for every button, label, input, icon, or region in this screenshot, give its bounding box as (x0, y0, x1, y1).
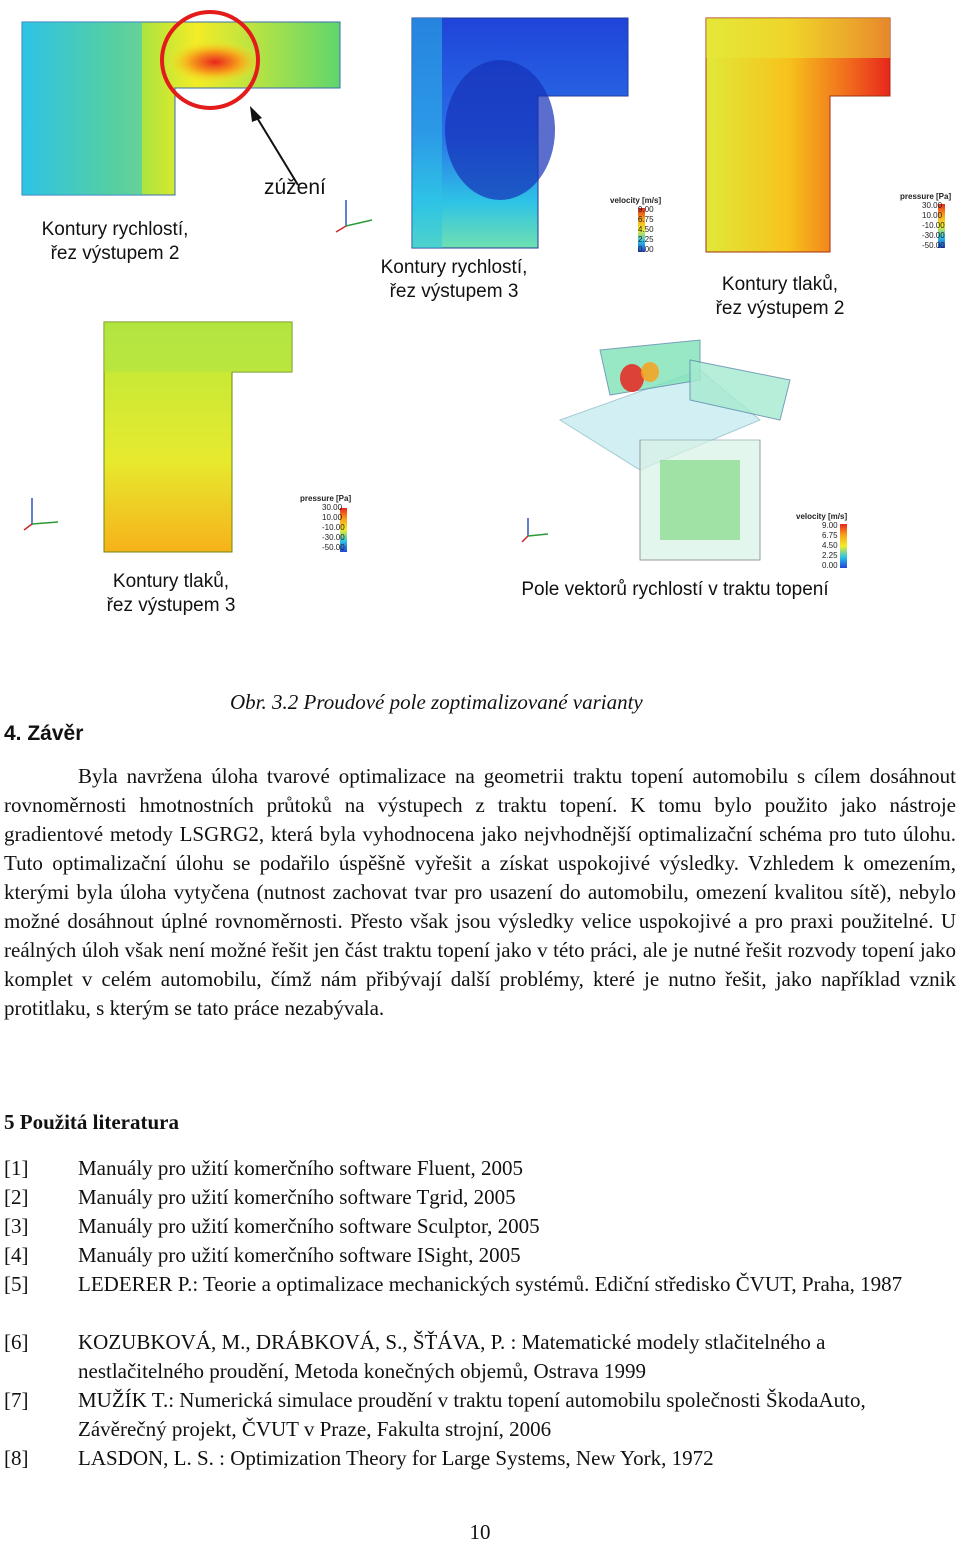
reference-text: Manuály pro užití komerčního software ISight, 2005 (78, 1243, 521, 1267)
reference-text: KOZUBKOVÁ, M., DRÁBKOVÁ, S., ŠŤÁVA, P. : Matematické modely stlačitelného a nestlačitelného proudění, Metoda konečných objemů, Ostrava 1999 (78, 1330, 826, 1383)
legend-value: 10.00 (922, 211, 943, 220)
reference-item (4, 1154, 956, 1183)
arrow-line (256, 116, 298, 185)
caption-line: řez výstupem 2 (50, 243, 180, 264)
legend-value: 0.00 (822, 561, 838, 570)
reference-number: [7] (4, 1388, 29, 1412)
caption-line: řez výstupem 2 (715, 298, 845, 319)
reference-text: Manuály pro užití komerčního software Fluent, 2005 (78, 1156, 523, 1180)
legend-value: 6.75 (638, 215, 654, 224)
reference-number: [4] (4, 1243, 29, 1267)
reference-number: [8] (4, 1446, 29, 1470)
reference-item (4, 1241, 956, 1270)
reference-text: LASDON, L. S. : Optimization Theory for Large Systems, New York, 1972 (78, 1446, 714, 1470)
reference-item (4, 1270, 956, 1299)
legend-value: 9.00 (822, 521, 838, 530)
legend-value: 2.25 (638, 235, 654, 244)
reference-text: Manuály pro užití komerčního software Sculptor, 2005 (78, 1214, 540, 1238)
legend-value: -30.00 (922, 231, 945, 240)
panel-velocity-outlet2 (22, 12, 340, 195)
caption-line: Kontury rychlostí, (41, 219, 189, 240)
legend-title: velocity [m/s] (610, 196, 662, 205)
caption-line: řez výstupem 3 (106, 595, 236, 616)
legend-value: -10.00 (922, 221, 945, 230)
legend-title: velocity [m/s] (796, 512, 848, 521)
legend-title: pressure [Pa] (900, 192, 952, 201)
reference-item (4, 1386, 956, 1444)
reference-item (4, 1212, 956, 1241)
legend-value: 2.25 (822, 551, 838, 560)
reference-number: [5] (4, 1272, 29, 1296)
legend-value: 4.50 (638, 225, 654, 234)
caption-line: Kontury tlaků, (112, 571, 230, 592)
caption-line: Pole vektorů rychlostí v traktu topení (521, 579, 829, 600)
reference-number: [2] (4, 1185, 29, 1209)
section4-heading: 4. Závěr (4, 722, 84, 745)
panel-velocity-outlet3 (412, 18, 628, 248)
reference-text: Manuály pro užití komerčního software Tgrid, 2005 (78, 1185, 516, 1209)
section4-paragraph: Byla navržena úloha tvarové optimalizace na geometrii traktu topení automobilu s cílem dosáhnout rovnoměrnosti hmotnostních průtoků na výstupech z traktu topení. K tomu bylo použito jako nástroje gradientové metody LSGRG2, která byla vyhodnocena jako nejvhodnější optimalizační schéma pro tuto úlohu. Tuto optimalizační úlohu se podařilo úspěšně vyřešit a získat uspokojivé výsledky. Vzhledem k omezením, kterými byla úloha vytyčena (nutnost zachovat tvar pro usazení do automobilu, omezení kvalitou sítě), nebylo možné dosáhnout úplné rovnoměrnosti. Přesto však jsou výsledky velice uspokojivé a pro praxi použitelné. U reálných úloh však není možné řešit jen část traktu topení jako v této práci, ale je nutné řešit rozvody topení jako komplet v celém automobilu, čímž nám přibývají další problémy, které je nutno řešit, jako například vznik protitlaku, s kterým se tato práce nezabývala. (4, 764, 956, 1020)
velocity-legend-1 (610, 196, 661, 255)
arrow-head (250, 106, 262, 122)
axes-icon-3 (522, 518, 548, 542)
figure-caption: Obr. 3.2 Proudové pole zoptimalizované varianty (230, 690, 643, 714)
legend-value: -30.00 (322, 533, 345, 542)
caption-velocity-outlet3 (356, 256, 552, 304)
panel-pressure-outlet2 (706, 18, 890, 252)
legend-value: -10.00 (322, 523, 345, 532)
reference-number: [1] (4, 1156, 29, 1180)
caption-line: řez výstupem 3 (389, 281, 519, 302)
legend-title: pressure [Pa] (300, 494, 352, 503)
axes-icon-2 (24, 498, 58, 530)
panel-pressure-outlet3 (104, 322, 292, 552)
legend-value: 10.00 (322, 513, 343, 522)
reference-text: LEDERER P.: Teorie a optimalizace mechanických systémů. Ediční středisko ČVUT, Praha, 1987 (78, 1272, 903, 1296)
legend-value: 9.00 (638, 205, 654, 214)
legend-value: 30.00 (322, 503, 343, 512)
legend-value: 30.00 (922, 201, 943, 210)
pressure-legend-2 (300, 494, 351, 553)
pressure-legend-1 (900, 192, 951, 251)
reference-number: [6] (4, 1330, 29, 1354)
reference-number: [3] (4, 1214, 29, 1238)
legend-value: 6.75 (822, 531, 838, 540)
legend-value: -50.00 (922, 241, 945, 250)
axes-icon-1 (336, 200, 372, 232)
caption-pressure-outlet2 (690, 273, 870, 321)
caption-line: Kontury tlaků, (721, 274, 839, 295)
caption-velocity-outlet2 (20, 218, 210, 266)
reference-item (4, 1444, 956, 1473)
velocity-legend-2 (796, 512, 847, 571)
legend-value: -50.00 (322, 543, 345, 552)
reference-item (4, 1183, 956, 1212)
page-number: 10 (469, 1520, 491, 1544)
label-zuzeni: zúžení (264, 176, 326, 199)
caption-pressure-outlet3 (86, 570, 256, 618)
reference-text: MUŽÍK T.: Numerická simulace proudění v traktu topení automobilu společnosti ŠkodaAuto, Závěrečný projekt, ČVUT v Praze, Fakulta strojní, 2006 (78, 1388, 866, 1441)
legend-value: 4.50 (822, 541, 838, 550)
panel-vector-field (560, 340, 790, 560)
caption-line: Kontury rychlostí, (380, 257, 528, 278)
reference-item (4, 1328, 956, 1386)
section5-heading: 5 Použitá literatura (4, 1110, 179, 1134)
caption-vector-field (490, 578, 860, 602)
legend-value: 0.00 (638, 245, 654, 254)
